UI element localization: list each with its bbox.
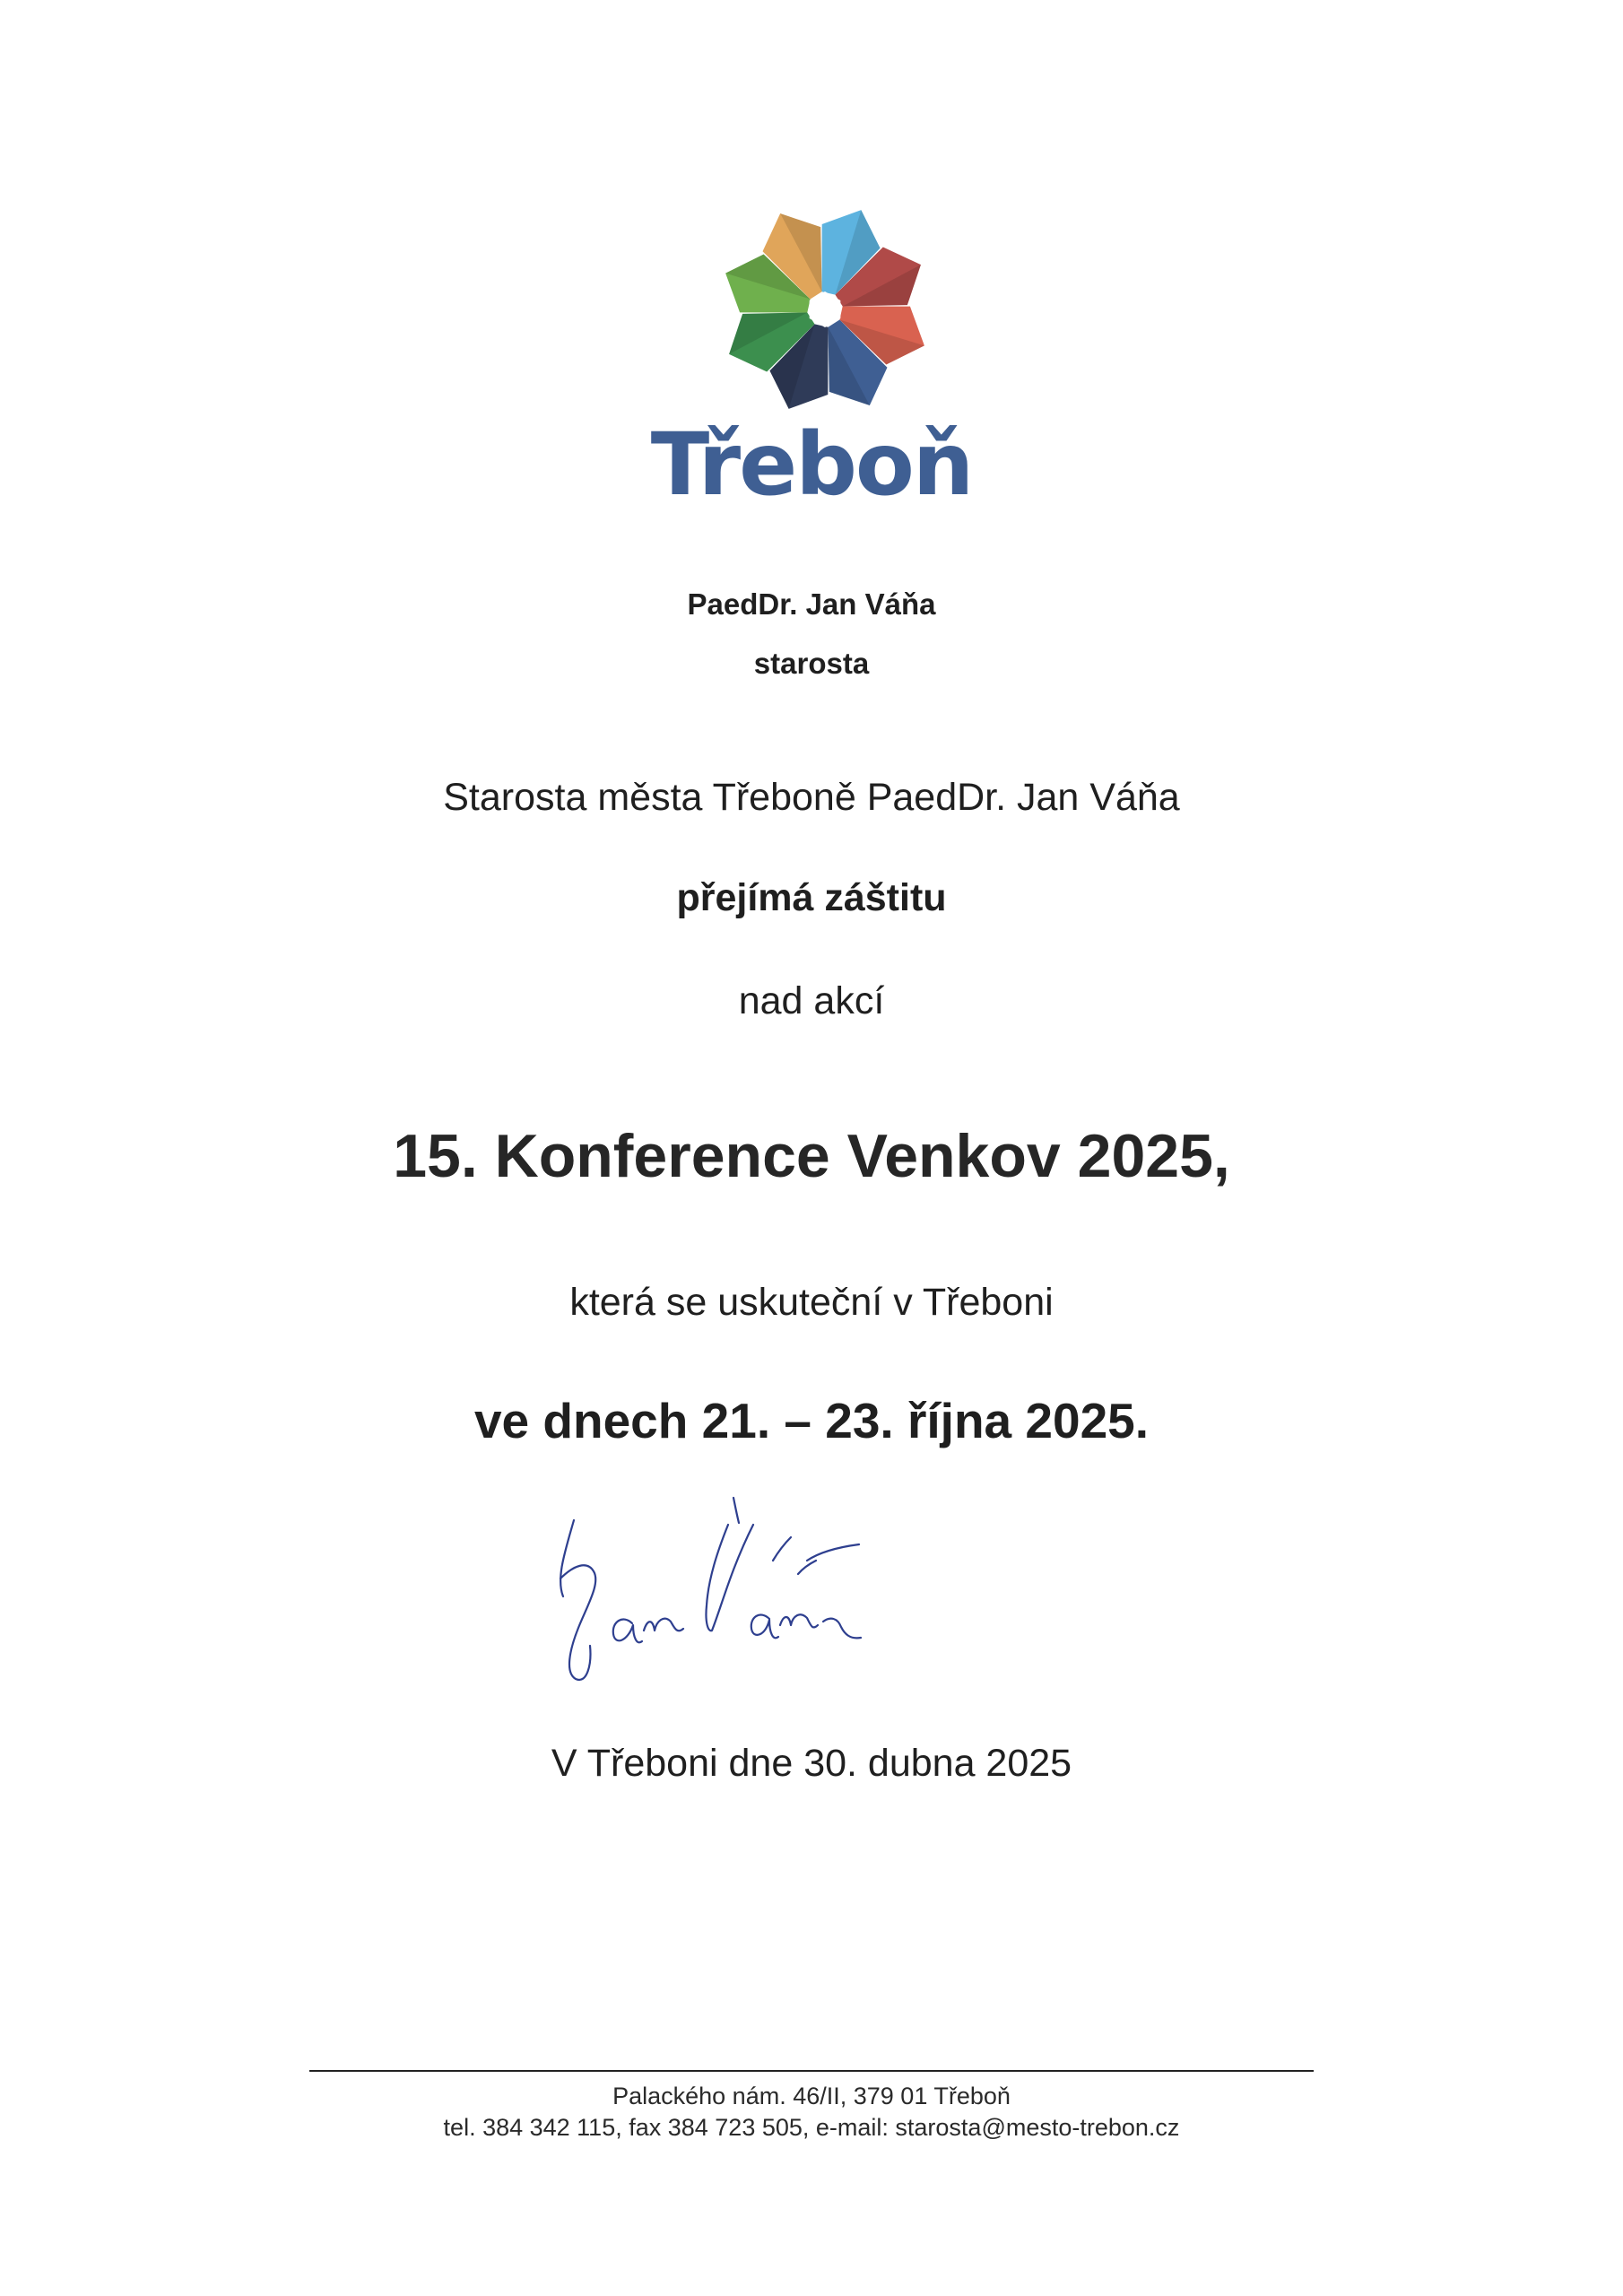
footer-divider (309, 2070, 1314, 2072)
footer-contact: tel. 384 342 115, fax 384 723 505, e-mail: starosta@mesto-trebon.cz (443, 2114, 1180, 2141)
handwritten-signature (538, 1471, 942, 1704)
trebon-logo-icon (717, 202, 933, 417)
issue-place-date: V Třeboni dne 30. dubna 2025 (551, 1742, 1072, 1785)
event-title: 15. Konference Venkov 2025, (393, 1122, 1230, 1190)
official-name: PaedDr. Jan Váňa (687, 587, 936, 621)
logo-wordmark: Třeboň (650, 414, 973, 515)
intro-text: Starosta města Třeboně PaedDr. Jan Váňa (443, 776, 1180, 819)
patronage-text: přejímá záštitu (676, 876, 947, 919)
logo-petals (725, 210, 924, 409)
venue-text: která se uskuteční v Třeboni (569, 1281, 1054, 1324)
footer-address: Palackého nám. 46/II, 379 01 Třeboň (612, 2083, 1011, 2109)
over-event-text: nad akcí (738, 979, 885, 1022)
event-dates: ve dnech 21. – 23. října 2025. (473, 1393, 1150, 1448)
logo-center-hexagon (810, 291, 841, 327)
official-role: starosta (753, 647, 870, 680)
